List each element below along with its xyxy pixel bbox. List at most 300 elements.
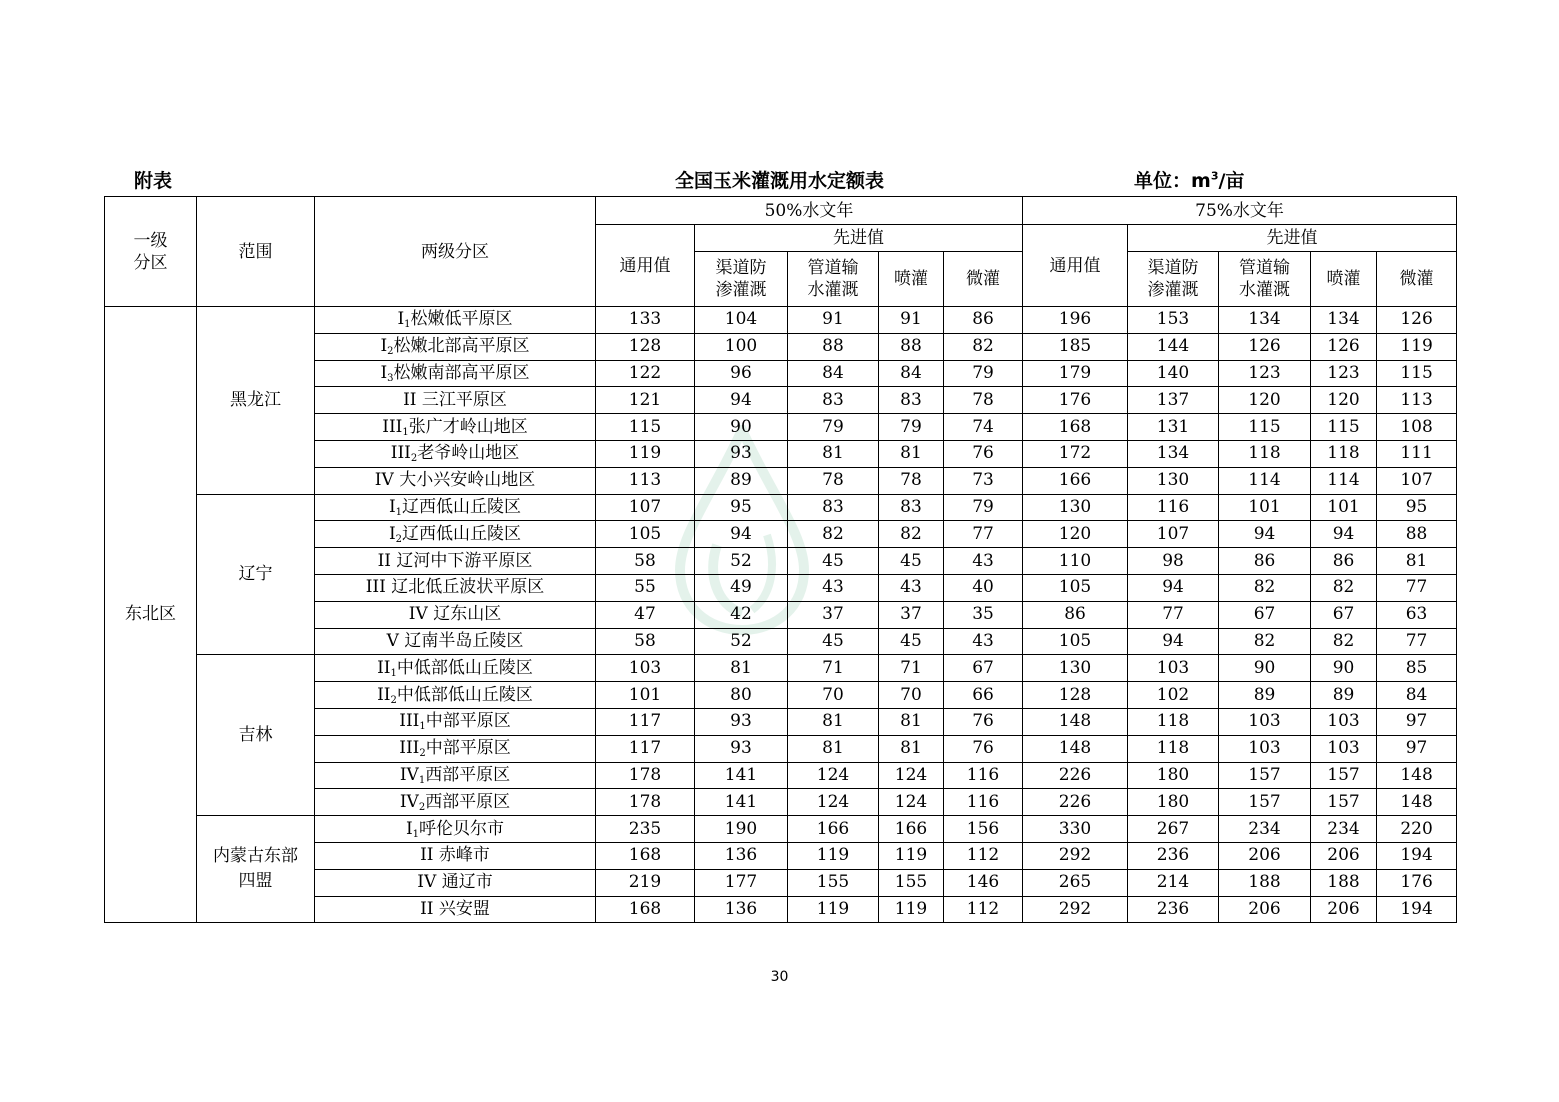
value-cell: 236 (1128, 896, 1219, 923)
value-cell: 76 (944, 735, 1023, 762)
zone-subscript: 2 (410, 453, 418, 465)
header-general-50: 通用值 (596, 225, 695, 307)
header-level1: 一级分区 (105, 197, 197, 307)
value-cell: 90 (1219, 655, 1311, 682)
header-general-75: 通用值 (1023, 225, 1128, 307)
zone-subscript: 1 (419, 721, 426, 733)
value-cell: 130 (1023, 494, 1128, 521)
value-cell: 131 (1128, 414, 1219, 441)
value-cell: 126 (1219, 333, 1311, 360)
value-cell: 37 (788, 601, 879, 628)
zone-cell (315, 360, 596, 387)
value-cell: 70 (879, 682, 944, 709)
zone-label: 中低部低山丘陵区 (396, 684, 533, 705)
value-cell: 190 (695, 816, 788, 843)
value-cell: 206 (1219, 896, 1311, 923)
value-cell: 95 (695, 494, 788, 521)
zone-numeral: II (420, 845, 439, 866)
value-cell: 116 (944, 762, 1023, 789)
value-cell: 82 (1311, 628, 1377, 655)
value-cell: 120 (1311, 387, 1377, 414)
value-cell: 130 (1023, 655, 1128, 682)
zone-label: 赤峰市 (438, 845, 490, 866)
value-cell: 89 (695, 467, 788, 494)
value-cell: 66 (944, 682, 1023, 709)
value-cell: 134 (1128, 440, 1219, 467)
header-canal-50: 渠道防渗灌溉 (695, 252, 788, 307)
value-cell: 78 (788, 467, 879, 494)
zone-numeral: II (377, 684, 391, 705)
value-cell: 81 (879, 440, 944, 467)
value-cell: 117 (596, 708, 695, 735)
value-cell: 89 (1311, 682, 1377, 709)
value-cell: 128 (1023, 682, 1128, 709)
value-cell: 76 (944, 708, 1023, 735)
zone-cell (315, 574, 596, 601)
zone-numeral: V (386, 630, 405, 651)
scope-cell: 黑龙江 (197, 307, 315, 495)
zone-label: 松嫩北部高平原区 (393, 336, 530, 357)
value-cell: 42 (695, 601, 788, 628)
zone-subscript: 1 (404, 319, 411, 331)
value-cell: 37 (879, 601, 944, 628)
unit-superscript: 3 (1210, 169, 1219, 183)
zone-label: 张广才岭山地区 (408, 416, 528, 437)
value-cell: 82 (1219, 628, 1311, 655)
value-cell: 98 (1128, 548, 1219, 575)
zone-numeral: I (397, 309, 405, 330)
value-cell: 119 (879, 842, 944, 869)
value-cell: 166 (1023, 467, 1128, 494)
zone-subscript: 2 (419, 748, 426, 760)
zone-label: 呼伦贝尔市 (419, 818, 505, 839)
value-cell: 103 (1128, 655, 1219, 682)
value-cell: 82 (1311, 574, 1377, 601)
value-cell: 103 (1311, 735, 1377, 762)
value-cell: 43 (944, 548, 1023, 575)
value-cell: 82 (788, 521, 879, 548)
value-cell: 119 (788, 842, 879, 869)
value-cell: 79 (879, 414, 944, 441)
value-cell: 118 (1219, 440, 1311, 467)
value-cell: 45 (879, 548, 944, 575)
zone-label: 中部平原区 (425, 711, 511, 732)
value-cell: 81 (879, 708, 944, 735)
value-cell: 220 (1377, 816, 1457, 843)
value-cell: 148 (1377, 762, 1457, 789)
zone-label: 中低部低山丘陵区 (396, 657, 533, 678)
value-cell: 155 (788, 869, 879, 896)
zone-subscript: 2 (387, 346, 394, 358)
value-cell: 82 (1219, 574, 1311, 601)
header-year-50: 50%水文年 (596, 197, 1023, 225)
value-cell: 123 (1311, 360, 1377, 387)
value-cell: 96 (695, 360, 788, 387)
irrigation-quota-table (104, 196, 1457, 923)
value-cell: 91 (788, 307, 879, 334)
value-cell: 115 (1219, 414, 1311, 441)
value-cell: 88 (879, 333, 944, 360)
value-cell: 110 (1023, 548, 1128, 575)
zone-subscript: 3 (387, 372, 394, 384)
zone-subscript: 1 (412, 828, 420, 840)
value-cell: 128 (596, 333, 695, 360)
zone-numeral: III (390, 443, 411, 464)
value-cell: 137 (1128, 387, 1219, 414)
region-cell: 东北区 (105, 307, 197, 923)
value-cell: 112 (944, 896, 1023, 923)
value-cell: 144 (1128, 333, 1219, 360)
value-cell: 78 (879, 467, 944, 494)
zone-label: 辽北低丘波状平原区 (391, 577, 545, 598)
value-cell: 146 (944, 869, 1023, 896)
value-cell: 133 (596, 307, 695, 334)
value-cell: 94 (695, 387, 788, 414)
zone-numeral: II (377, 657, 391, 678)
value-cell: 81 (788, 735, 879, 762)
value-cell: 122 (596, 360, 695, 387)
value-cell: 35 (944, 601, 1023, 628)
value-cell: 88 (788, 333, 879, 360)
value-cell: 94 (695, 521, 788, 548)
value-cell: 194 (1377, 842, 1457, 869)
header-advanced-50: 先进值 (695, 225, 1023, 252)
scope-cell: 内蒙古东部四盟 (197, 816, 315, 923)
zone-numeral: IV (399, 791, 419, 812)
value-cell: 104 (695, 307, 788, 334)
value-cell: 168 (1023, 414, 1128, 441)
value-cell: 115 (596, 414, 695, 441)
value-cell: 97 (1377, 708, 1457, 735)
value-cell: 71 (788, 655, 879, 682)
value-cell: 73 (944, 467, 1023, 494)
value-cell: 67 (944, 655, 1023, 682)
zone-numeral: II (377, 550, 397, 571)
zone-label: 辽东山区 (433, 604, 502, 625)
zone-label: 辽南半岛丘陵区 (404, 630, 524, 651)
value-cell: 103 (1219, 708, 1311, 735)
zone-label: 松嫩低平原区 (410, 309, 513, 330)
value-cell: 166 (788, 816, 879, 843)
scope-cell: 吉林 (197, 655, 315, 816)
value-cell: 77 (1128, 601, 1219, 628)
value-cell: 100 (695, 333, 788, 360)
value-cell: 115 (1377, 360, 1457, 387)
zone-label: 西部平原区 (425, 791, 511, 812)
value-cell: 177 (695, 869, 788, 896)
value-cell: 93 (695, 735, 788, 762)
value-cell: 119 (596, 440, 695, 467)
table-title: 全国玉米灌溉用水定额表 (674, 170, 884, 192)
value-cell: 105 (1023, 574, 1128, 601)
zone-cell (315, 307, 596, 334)
value-cell: 94 (1128, 574, 1219, 601)
header-pipe-50: 管道输水灌溉 (788, 252, 879, 307)
value-cell: 74 (944, 414, 1023, 441)
value-cell: 119 (788, 896, 879, 923)
value-cell: 81 (879, 735, 944, 762)
zone-numeral: IV (374, 470, 400, 491)
zone-numeral: II (403, 389, 422, 410)
value-cell: 101 (596, 682, 695, 709)
value-cell: 196 (1023, 307, 1128, 334)
value-cell: 58 (596, 628, 695, 655)
value-cell: 77 (1377, 628, 1457, 655)
unit-prefix: 单位：m (1134, 170, 1211, 192)
value-cell: 188 (1219, 869, 1311, 896)
table-row (105, 655, 1457, 682)
value-cell: 47 (596, 601, 695, 628)
zone-cell (315, 548, 596, 575)
value-cell: 108 (1377, 414, 1457, 441)
value-cell: 86 (944, 307, 1023, 334)
value-cell: 157 (1219, 762, 1311, 789)
value-cell: 77 (1377, 574, 1457, 601)
value-cell: 83 (879, 494, 944, 521)
zone-cell (315, 333, 596, 360)
zone-cell (315, 655, 596, 682)
value-cell: 153 (1128, 307, 1219, 334)
value-cell: 105 (596, 521, 695, 548)
value-cell: 116 (1128, 494, 1219, 521)
value-cell: 45 (788, 548, 879, 575)
zone-label: 通辽市 (441, 872, 493, 893)
scope-cell: 辽宁 (197, 494, 315, 655)
value-cell: 118 (1311, 440, 1377, 467)
zone-cell (315, 789, 596, 816)
value-cell: 103 (1219, 735, 1311, 762)
value-cell: 81 (788, 440, 879, 467)
zone-cell (315, 414, 596, 441)
zone-cell (315, 896, 596, 923)
value-cell: 86 (1219, 548, 1311, 575)
zone-label: 辽河中下游平原区 (396, 550, 533, 571)
zone-cell (315, 842, 596, 869)
zone-cell (315, 708, 596, 735)
value-cell: 156 (944, 816, 1023, 843)
value-cell: 178 (596, 789, 695, 816)
value-cell: 103 (596, 655, 695, 682)
value-cell: 206 (1311, 842, 1377, 869)
value-cell: 79 (788, 414, 879, 441)
table-row (105, 494, 1457, 521)
header-pipe-75: 管道输水灌溉 (1219, 252, 1311, 307)
header-scope: 范围 (197, 197, 315, 307)
table-row (105, 307, 1457, 334)
value-cell: 157 (1219, 789, 1311, 816)
value-cell: 141 (695, 762, 788, 789)
zone-numeral: III (399, 738, 420, 759)
value-cell: 84 (879, 360, 944, 387)
unit-suffix: /亩 (1218, 170, 1245, 192)
zone-cell (315, 494, 596, 521)
value-cell: 94 (1128, 628, 1219, 655)
value-cell: 236 (1128, 842, 1219, 869)
header-sprinkler-50: 喷灌 (879, 252, 944, 307)
value-cell: 214 (1128, 869, 1219, 896)
value-cell: 67 (1311, 601, 1377, 628)
zone-numeral: IV (408, 604, 434, 625)
value-cell: 113 (596, 467, 695, 494)
value-cell: 105 (1023, 628, 1128, 655)
zone-numeral: III (365, 577, 392, 598)
value-cell: 71 (879, 655, 944, 682)
unit-label (1134, 168, 1244, 194)
value-cell: 103 (1311, 708, 1377, 735)
value-cell: 330 (1023, 816, 1128, 843)
value-cell: 86 (1311, 548, 1377, 575)
value-cell: 83 (788, 387, 879, 414)
value-cell: 148 (1377, 789, 1457, 816)
zone-subscript: 2 (418, 801, 426, 813)
value-cell: 70 (788, 682, 879, 709)
table-header (105, 197, 1457, 307)
value-cell: 85 (1377, 655, 1457, 682)
value-cell: 45 (788, 628, 879, 655)
value-cell: 166 (879, 816, 944, 843)
header-micro-75: 微灌 (1377, 252, 1457, 307)
value-cell: 234 (1311, 816, 1377, 843)
value-cell: 119 (879, 896, 944, 923)
value-cell: 267 (1128, 816, 1219, 843)
value-cell: 114 (1219, 467, 1311, 494)
zone-numeral: I (388, 523, 396, 544)
zone-numeral: III (382, 416, 403, 437)
zone-cell (315, 467, 596, 494)
header-sprinkler-75: 喷灌 (1311, 252, 1377, 307)
value-cell: 113 (1377, 387, 1457, 414)
value-cell: 141 (695, 789, 788, 816)
value-cell: 179 (1023, 360, 1128, 387)
value-cell: 140 (1128, 360, 1219, 387)
zone-numeral: IV (417, 872, 442, 893)
table-body (105, 307, 1457, 923)
value-cell: 176 (1023, 387, 1128, 414)
value-cell: 43 (944, 628, 1023, 655)
zone-cell (315, 440, 596, 467)
value-cell: 226 (1023, 762, 1128, 789)
value-cell: 126 (1311, 333, 1377, 360)
header-micro-50: 微灌 (944, 252, 1023, 307)
zone-numeral: I (380, 336, 388, 357)
zone-cell (315, 628, 596, 655)
value-cell: 94 (1219, 521, 1311, 548)
zone-label: 兴安盟 (438, 898, 490, 919)
zone-cell (315, 601, 596, 628)
value-cell: 81 (788, 708, 879, 735)
value-cell: 178 (596, 762, 695, 789)
zone-cell (315, 521, 596, 548)
value-cell: 111 (1377, 440, 1457, 467)
value-cell: 82 (879, 521, 944, 548)
zone-cell (315, 816, 596, 843)
value-cell: 130 (1128, 467, 1219, 494)
value-cell: 79 (944, 494, 1023, 521)
value-cell: 120 (1023, 521, 1128, 548)
zone-subscript: 1 (395, 506, 403, 518)
value-cell: 101 (1311, 494, 1377, 521)
zone-numeral: IV (399, 764, 419, 785)
zone-cell (315, 762, 596, 789)
value-cell: 76 (944, 440, 1023, 467)
zone-label: 松嫩南部高平原区 (393, 362, 530, 383)
value-cell: 206 (1219, 842, 1311, 869)
value-cell: 40 (944, 574, 1023, 601)
value-cell: 52 (695, 628, 788, 655)
zone-subscript: 2 (390, 694, 397, 706)
value-cell: 80 (695, 682, 788, 709)
value-cell: 180 (1128, 789, 1219, 816)
zone-cell (315, 735, 596, 762)
zone-cell (315, 869, 596, 896)
value-cell: 157 (1311, 762, 1377, 789)
value-cell: 116 (944, 789, 1023, 816)
zone-numeral: I (388, 496, 396, 517)
value-cell: 107 (596, 494, 695, 521)
zone-label: 辽西低山丘陵区 (402, 496, 522, 517)
zone-cell (315, 682, 596, 709)
value-cell: 117 (596, 735, 695, 762)
zone-subscript: 1 (390, 667, 397, 679)
header-advanced-75: 先进值 (1128, 225, 1457, 252)
value-cell: 180 (1128, 762, 1219, 789)
zone-label: 西部平原区 (425, 764, 511, 785)
value-cell: 86 (1023, 601, 1128, 628)
value-cell: 118 (1128, 735, 1219, 762)
value-cell: 148 (1023, 708, 1128, 735)
value-cell: 234 (1219, 816, 1311, 843)
value-cell: 94 (1311, 521, 1377, 548)
table-label: 附表 (134, 170, 173, 192)
value-cell: 124 (879, 762, 944, 789)
value-cell: 89 (1219, 682, 1311, 709)
value-cell: 114 (1311, 467, 1377, 494)
value-cell: 134 (1219, 307, 1311, 334)
zone-numeral: I (380, 362, 388, 383)
value-cell: 172 (1023, 440, 1128, 467)
value-cell: 52 (695, 548, 788, 575)
header-year-75: 75%水文年 (1023, 197, 1457, 225)
value-cell: 95 (1377, 494, 1457, 521)
value-cell: 91 (879, 307, 944, 334)
value-cell: 124 (879, 789, 944, 816)
value-cell: 55 (596, 574, 695, 601)
value-cell: 292 (1023, 896, 1128, 923)
page-number: 30 (770, 969, 789, 985)
zone-numeral: I (405, 818, 413, 839)
value-cell: 43 (788, 574, 879, 601)
value-cell: 101 (1219, 494, 1311, 521)
value-cell: 81 (695, 655, 788, 682)
value-cell: 124 (788, 762, 879, 789)
value-cell: 63 (1377, 601, 1457, 628)
value-cell: 176 (1377, 869, 1457, 896)
zone-subscript: 2 (395, 533, 403, 545)
value-cell: 134 (1311, 307, 1377, 334)
value-cell: 78 (944, 387, 1023, 414)
value-cell: 185 (1023, 333, 1128, 360)
zone-numeral: II (420, 898, 439, 919)
value-cell: 120 (1219, 387, 1311, 414)
value-cell: 88 (1377, 521, 1457, 548)
value-cell: 77 (944, 521, 1023, 548)
zone-cell (315, 387, 596, 414)
value-cell: 124 (788, 789, 879, 816)
value-cell: 43 (879, 574, 944, 601)
value-cell: 79 (944, 360, 1023, 387)
value-cell: 49 (695, 574, 788, 601)
value-cell: 112 (944, 842, 1023, 869)
